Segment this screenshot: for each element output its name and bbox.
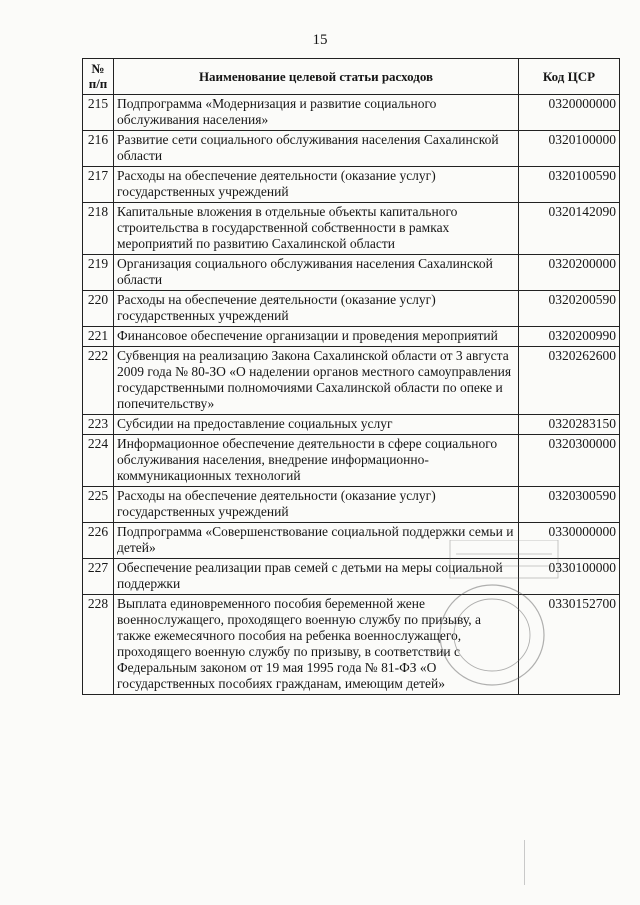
header-number-abbr: п/п (88, 76, 108, 91)
row-code: 0320200990 (519, 327, 620, 347)
row-number: 228 (83, 595, 114, 695)
row-number: 215 (83, 95, 114, 131)
row-code: 0320100000 (519, 131, 620, 167)
row-code: 0320142090 (519, 203, 620, 255)
row-name: Субсидии на предоставление социальных услуг (114, 415, 519, 435)
row-number: 223 (83, 415, 114, 435)
table-row (83, 559, 620, 595)
row-code: 0320100590 (519, 167, 620, 203)
row-number: 220 (83, 291, 114, 327)
table-row (83, 435, 620, 487)
table-row (83, 327, 620, 347)
row-number: 226 (83, 523, 114, 559)
table-header (83, 59, 620, 95)
row-code: 0320000000 (519, 95, 620, 131)
table-row (83, 415, 620, 435)
table-row (83, 347, 620, 415)
table-row (83, 167, 620, 203)
row-number: 218 (83, 203, 114, 255)
table-row (83, 595, 620, 695)
row-number: 222 (83, 347, 114, 415)
row-name: Развитие сети социального обслуживания населения Сахалинской области (114, 131, 519, 167)
table-row (83, 255, 620, 291)
row-name: Расходы на обеспечение деятельности (оказание услуг) государственных учреждений (114, 487, 519, 523)
row-number: 224 (83, 435, 114, 487)
row-code: 0320283150 (519, 415, 620, 435)
table-row (83, 131, 620, 167)
table-row (83, 523, 620, 559)
row-number: 225 (83, 487, 114, 523)
row-code: 0330152700 (519, 595, 620, 695)
row-name: Подпрограмма «Совершенствование социальной поддержки семьи и детей» (114, 523, 519, 559)
row-code: 0320200590 (519, 291, 620, 327)
row-name: Подпрограмма «Модернизация и развитие социального обслуживания населения» (114, 95, 519, 131)
row-name: Организация социального обслуживания населения Сахалинской области (114, 255, 519, 291)
row-number: 216 (83, 131, 114, 167)
row-code: 0330100000 (519, 559, 620, 595)
row-code: 0320262600 (519, 347, 620, 415)
header-number-sign: № (91, 61, 105, 76)
table-row (83, 291, 620, 327)
row-code: 0320300000 (519, 435, 620, 487)
row-name: Капитальные вложения в отдельные объекты капитального строительства в государственной собственности в рамках мероприятий по развитию Сахалинской области (114, 203, 519, 255)
row-name: Расходы на обеспечение деятельности (оказание услуг) государственных учреждений (114, 291, 519, 327)
scan-line (524, 840, 525, 885)
row-name: Расходы на обеспечение деятельности (оказание услуг) государственных учреждений (114, 167, 519, 203)
table-row (83, 203, 620, 255)
table-row (83, 487, 620, 523)
header-name: Наименование целевой статьи расходов (114, 59, 519, 95)
row-code: 0320300590 (519, 487, 620, 523)
row-number: 221 (83, 327, 114, 347)
page-number: 15 (312, 32, 328, 48)
table-body (83, 95, 620, 695)
row-name: Информационное обеспечение деятельности в сфере социального обслуживания населения, внедрение информационно-коммуникационных технологий (114, 435, 519, 487)
header-code: Код ЦСР (519, 59, 620, 95)
row-number: 219 (83, 255, 114, 291)
row-code: 0330000000 (519, 523, 620, 559)
row-name: Субвенция на реализацию Закона Сахалинской области от 3 августа 2009 года № 80-ЗО «О наделении органов местного самоуправления государственными полномочиями Сахалинской области по опеке и попечительству» (114, 347, 519, 415)
row-code: 0320200000 (519, 255, 620, 291)
row-name: Финансовое обеспечение организации и проведения мероприятий (114, 327, 519, 347)
header-number (83, 59, 114, 95)
table-row (83, 95, 620, 131)
row-name: Выплата единовременного пособия беременной жене военнослужащего, проходящего военную службу по призыву, а также ежемесячного пособия на ребенка военнослужащего, проходящего военную службу по призыву, в соответствии с Федеральным законом от 19 мая 1995 года № 81-ФЗ «О государственных пособиях гражданам, имеющим детей» (114, 595, 519, 695)
row-name: Обеспечение реализации прав семей с детьми на меры социальной поддержки (114, 559, 519, 595)
budget-codes-table (82, 58, 620, 695)
row-number: 227 (83, 559, 114, 595)
row-number: 217 (83, 167, 114, 203)
